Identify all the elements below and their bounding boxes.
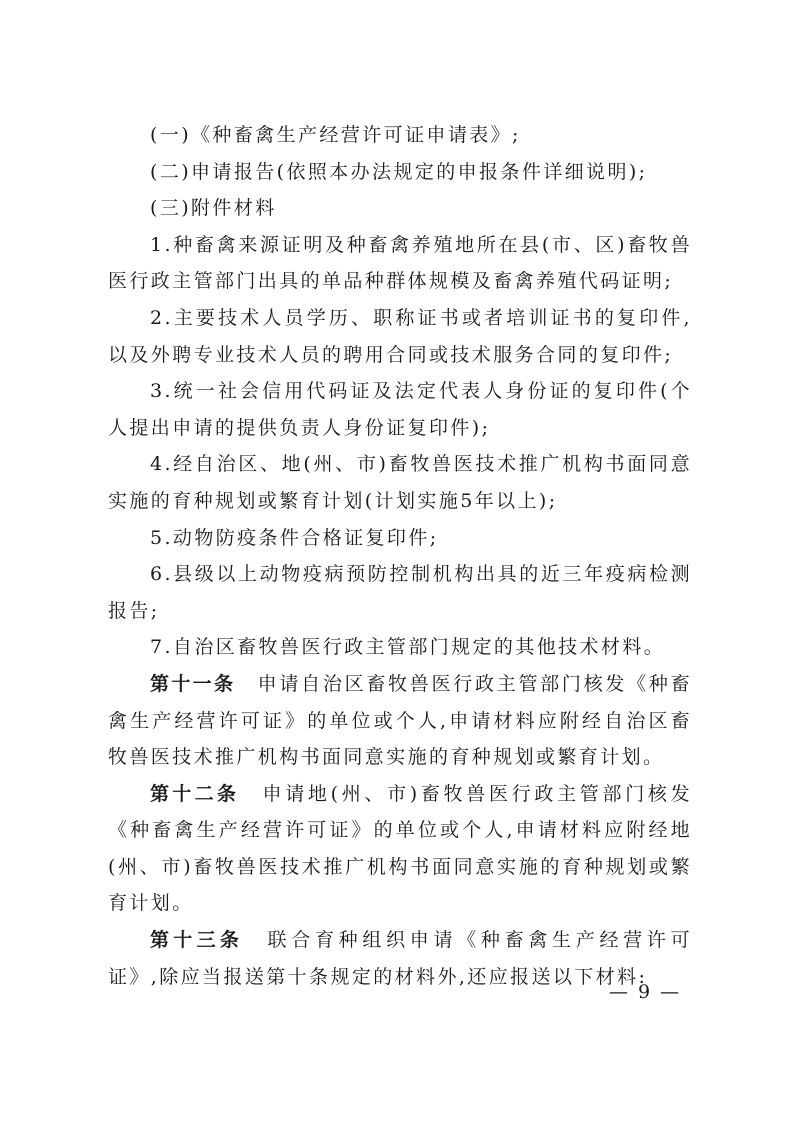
list-item: (三)附件材料 — [150, 197, 277, 220]
article-text: 联合育种组织申请《种畜禽生产经营许可证》,除应当报送第十条规定的材料外,还应报送以下材料: — [108, 929, 692, 988]
list-item: 5.动物防疫条件合格证复印件; — [150, 526, 439, 549]
article-number: 第十一条 — [150, 672, 236, 695]
list-item: (二)申请报告(依照本办法规定的申报条件详细说明); — [150, 160, 648, 183]
article-11 — [108, 666, 692, 776]
list-item: 6.县级以上动物疫病预防控制机构出具的近三年疫病检测报告; — [108, 563, 692, 622]
article-text: 申请地(州、市)畜牧兽医行政主管部门核发《种畜禽生产经营许可证》的单位或个人,申请材料应附经地(州、市)畜牧兽医技术推广机构书面同意实施的育种规划或繁育计划。 — [108, 782, 692, 915]
page-number: — 9 — — [608, 981, 682, 1003]
list-item: 3.统一社会信用代码证及法定代表人身份证的复印件(个人提出申请的提供负责人身份证复印件); — [108, 380, 692, 439]
article-text: 申请自治区畜牧兽医行政主管部门核发《种畜禽生产经营许可证》的单位或个人,申请材料应附经自治区畜牧兽医技术推广机构书面同意实施的育种规划或繁育计划。 — [108, 672, 692, 769]
list-item: (一)《种畜禽生产经营许可证申请表》; — [150, 124, 521, 146]
article-number: 第十二条 — [150, 782, 240, 805]
list-item: 1.种畜禽来源证明及种畜禽养殖地所在县(市、区)畜牧兽医行政主管部门出具的单品种群体规模及畜禽养殖代码证明; — [108, 233, 692, 293]
article-number: 第十三条 — [150, 929, 244, 952]
list-item: 4.经自治区、地(州、市)畜牧兽医技术推广机构书面同意实施的育种规划或繁育计划(计划实施5年以上); — [108, 453, 692, 512]
document-body — [108, 117, 692, 995]
list-item: 2.主要技术人员学历、职称证书或者培训证书的复印件,以及外聘专业技术人员的聘用合同或技术服务合同的复印件; — [108, 306, 692, 366]
article-12 — [108, 776, 692, 922]
list-item: 7.自治区畜牧兽医行政主管部门规定的其他技术材料。 — [150, 636, 666, 659]
